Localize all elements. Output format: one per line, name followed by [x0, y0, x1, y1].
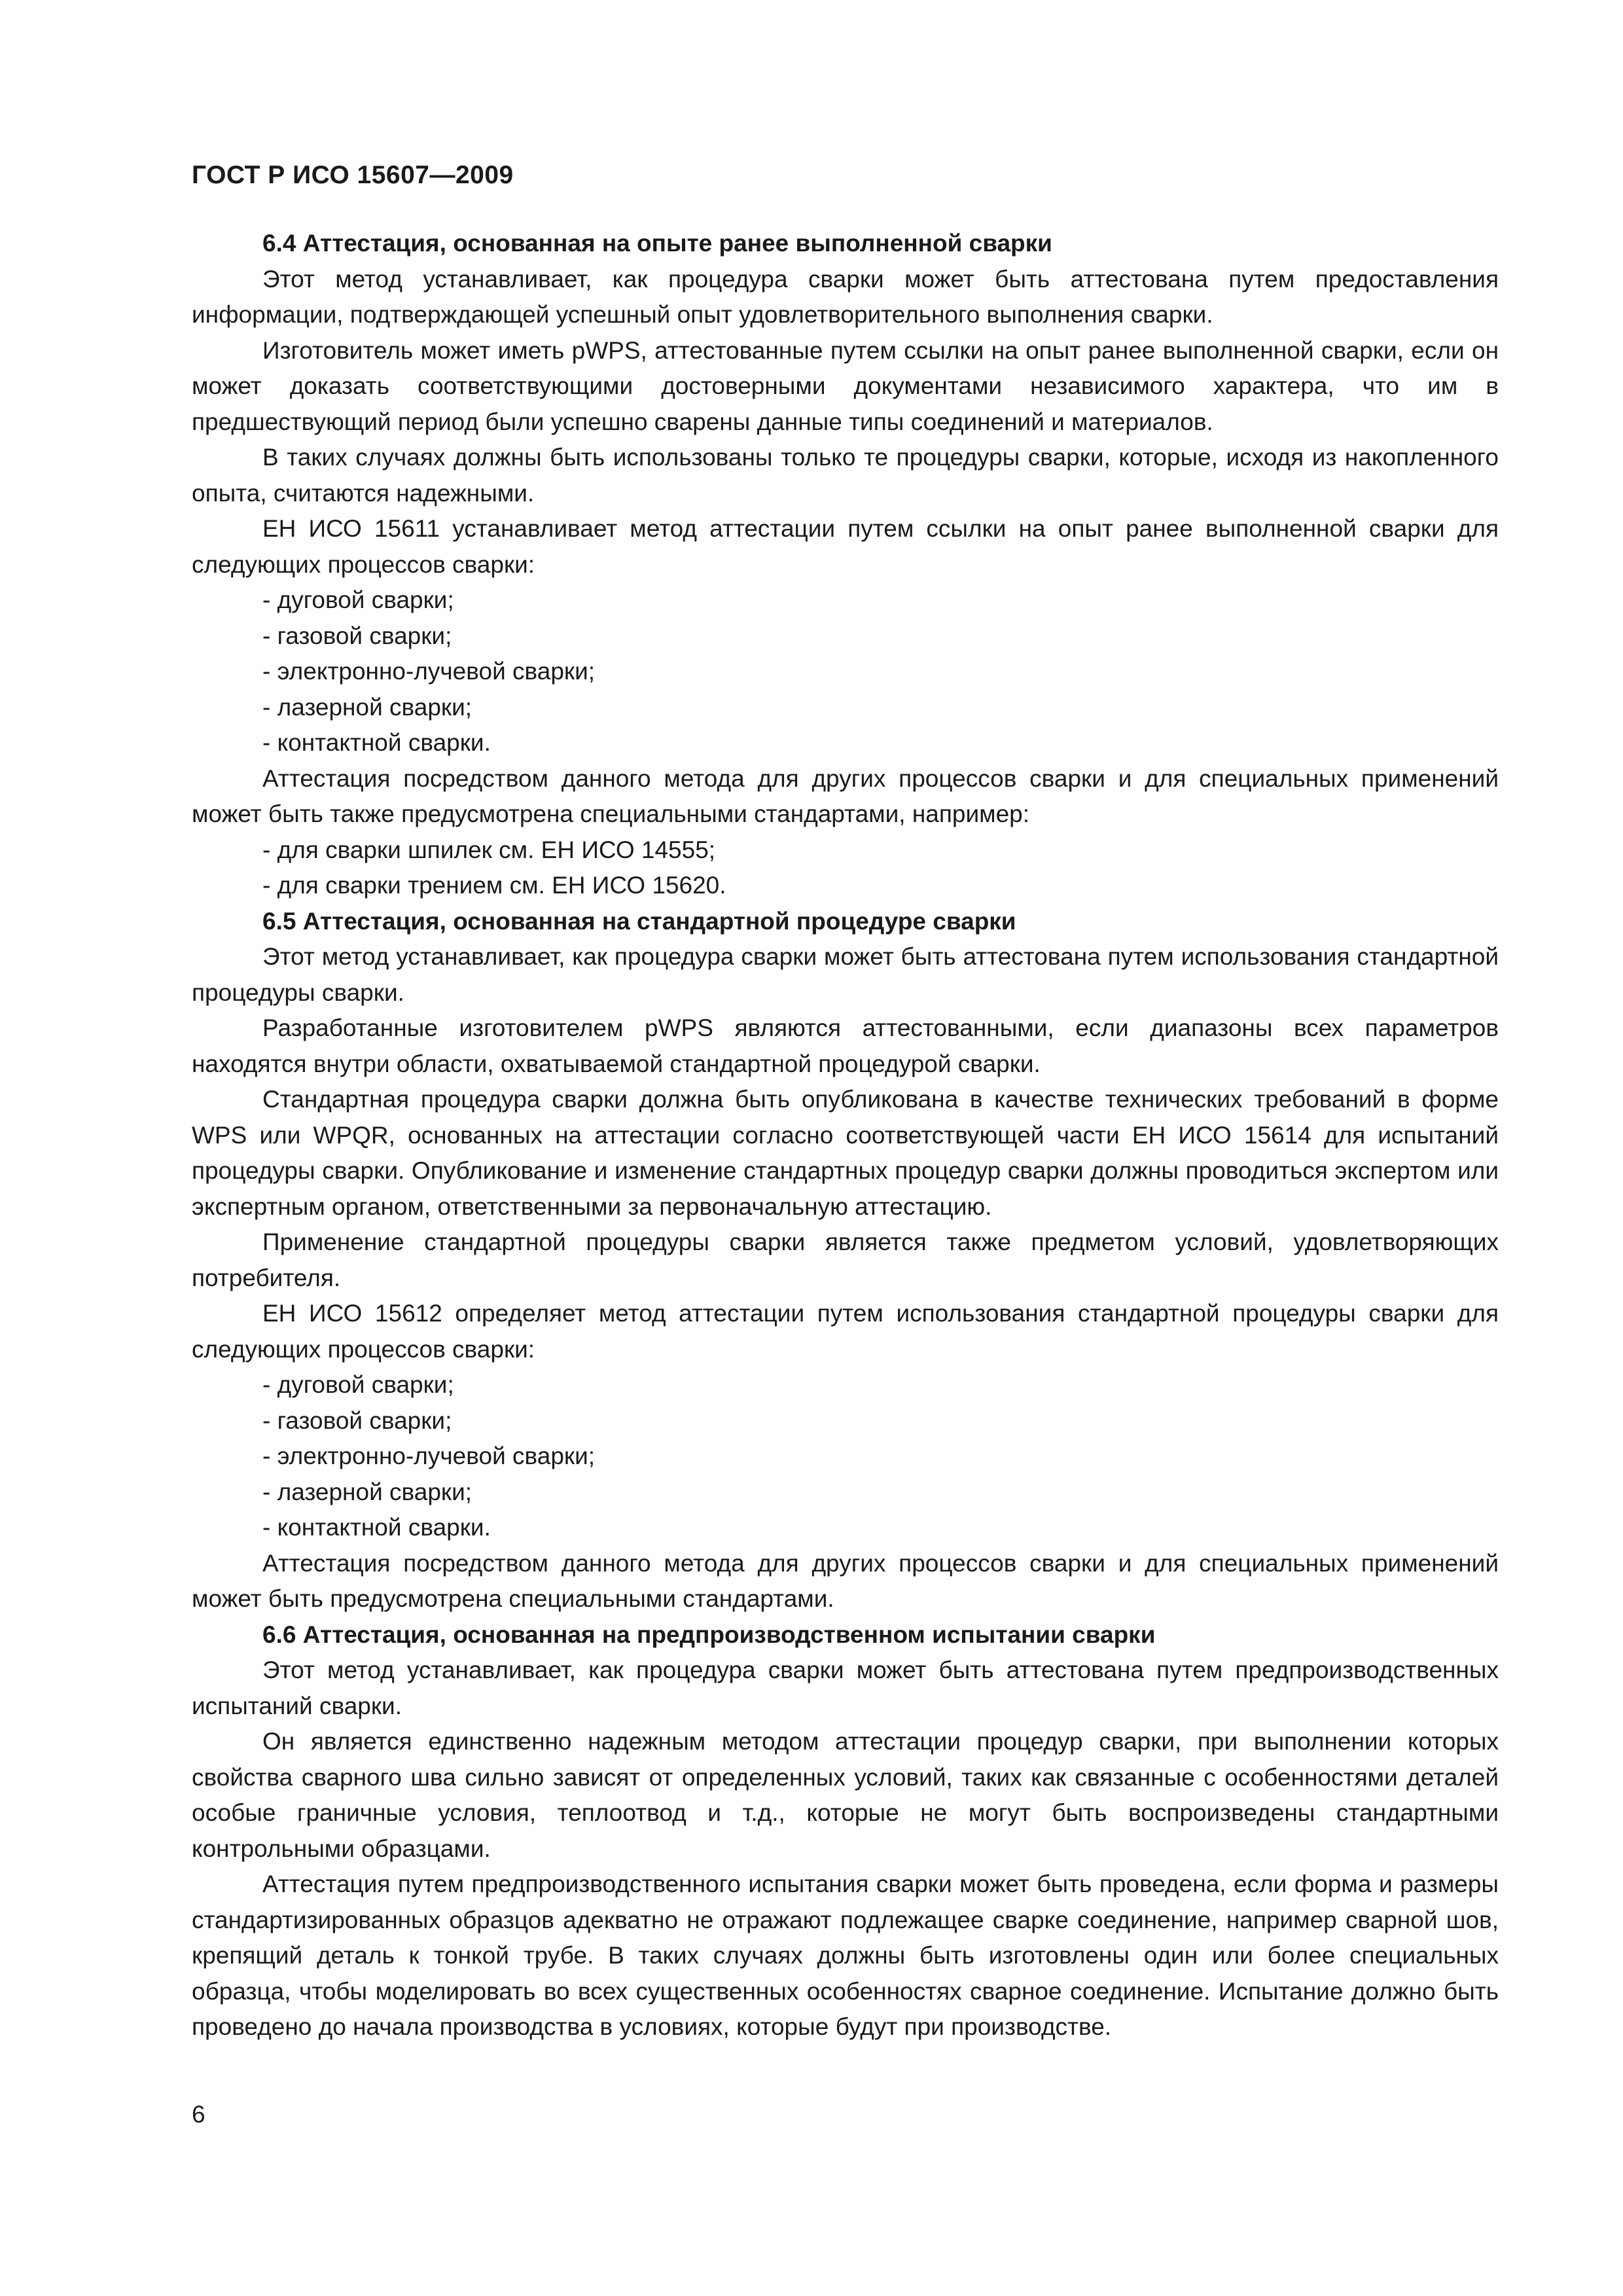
paragraph: Аттестация посредством данного метода для других процессов сварки и для специальных применений может быть также предусмотрена специальными стандартами, например:	[192, 764, 1499, 827]
document-header: ГОСТ Р ИСО 15607—2009	[192, 161, 514, 189]
paragraph: Изготовитель может иметь pWPS, аттестованные путем ссылки на опыт ранее выполненной сварки, если он может доказать соответствующими достоверными документами независимого характера, что им в предшествующий период были успешно сварены данные типы соединений и материалов.	[192, 336, 1499, 435]
list-item: - дуговой сварки;	[262, 1371, 454, 1398]
list-item: - лазерной сварки;	[262, 693, 473, 721]
paragraph: Этот метод устанавливает, как процедура сварки может быть аттестована путем использования стандартной процедуры сварки.	[192, 943, 1499, 1006]
list-item: - газовой сварки;	[262, 622, 452, 649]
paragraph: В таких случаях должны быть использованы только те процедуры сварки, которые, исходя из накопленного опыта, считаются надежными.	[192, 444, 1499, 507]
paragraph: Этот метод устанавливает, как процедура сварки может быть аттестована путем предпроизводственных испытаний сварки.	[192, 1657, 1499, 1719]
section-heading: 6.6 Аттестация, основанная на предпроизводственном испытании сварки	[262, 1621, 1156, 1648]
list-item: - контактной сварки.	[262, 1514, 491, 1541]
paragraph: ЕН ИСО 15612 определяет метод аттестации путем использования стандартной процедуры сварки для следующих процессов сварки:	[192, 1300, 1499, 1363]
paragraph: ЕН ИСО 15611 устанавливает метод аттестации путем ссылки на опыт ранее выполненной сварки для следующих процессов сварки:	[192, 515, 1499, 578]
list-item: - газовой сварки;	[262, 1407, 452, 1434]
paragraph: Аттестация посредством данного метода для других процессов сварки и для специальных применений может быть предусмотрена специальными стандартами.	[192, 1549, 1499, 1612]
page-number: 6	[192, 2101, 205, 2128]
paragraph: Он является единственно надежным методом аттестации процедур сварки, при выполнении которых свойства сварного шва сильно зависят от определенных условий, таких как связанные с особенностями деталей особые граничные условия, теплоотвод и т.д., которые не могут быть воспроизведены стандартными контрольными образцами.	[192, 1728, 1499, 1862]
paragraph: Разработанные изготовителем pWPS являются аттестованными, если диапазоны всех параметров находятся внутри области, охватываемой стандартной процедурой сварки.	[192, 1014, 1499, 1077]
section-heading: 6.5 Аттестация, основанная на стандартной процедуре сварки	[262, 907, 1016, 935]
paragraph: Применение стандартной процедуры сварки является также предметом условий, удовлетворяющих потребителя.	[192, 1229, 1499, 1291]
section-heading: 6.4 Аттестация, основанная на опыте ранее выполненной сварки	[262, 230, 1052, 257]
list-item: - электронно-лучевой сварки;	[262, 658, 596, 685]
paragraph: Этот метод устанавливает, как процедура сварки может быть аттестована путем предоставления информации, подтверждающей успешный опыт удовлетворительного выполнения сварки.	[192, 265, 1499, 328]
list-item: - для сварки шпилек см. ЕН ИСО 14555;	[262, 836, 716, 863]
paragraph: Аттестация путем предпроизводственного испытания сварки может быть проведена, если форма и размеры стандартизированных образцов адекватно не отражают подлежащее сварке соединение, например сварной шов, крепящий деталь к тонкой трубе. В таких случаях должны быть изготовлены один или более специальных образца, чтобы моделировать во всех существенных особенностях сварное соединение. Испытание должно быть проведено до начала производства в условиях, которые будут при производстве.	[192, 1871, 1499, 2040]
list-item: - для сварки трением см. ЕН ИСО 15620.	[262, 872, 726, 899]
list-item: - электронно-лучевой сварки;	[262, 1443, 596, 1469]
list-item: - контактной сварки.	[262, 729, 491, 756]
paragraph: Стандартная процедура сварки должна быть опубликована в качестве технических требований в форме WPS или WPQR, основанных на аттестации согласно соответствующей части ЕН ИСО 15614 для испытаний процедуры сварки. Опубликование и изменение стандартных процедур сварки должны проводиться экспертом или экспертным органом, ответственными за первоначальную аттестацию.	[192, 1086, 1499, 1220]
list-item: - лазерной сварки;	[262, 1478, 473, 1505]
list-item: - дуговой сварки;	[262, 586, 454, 613]
document-body	[192, 226, 1499, 2045]
